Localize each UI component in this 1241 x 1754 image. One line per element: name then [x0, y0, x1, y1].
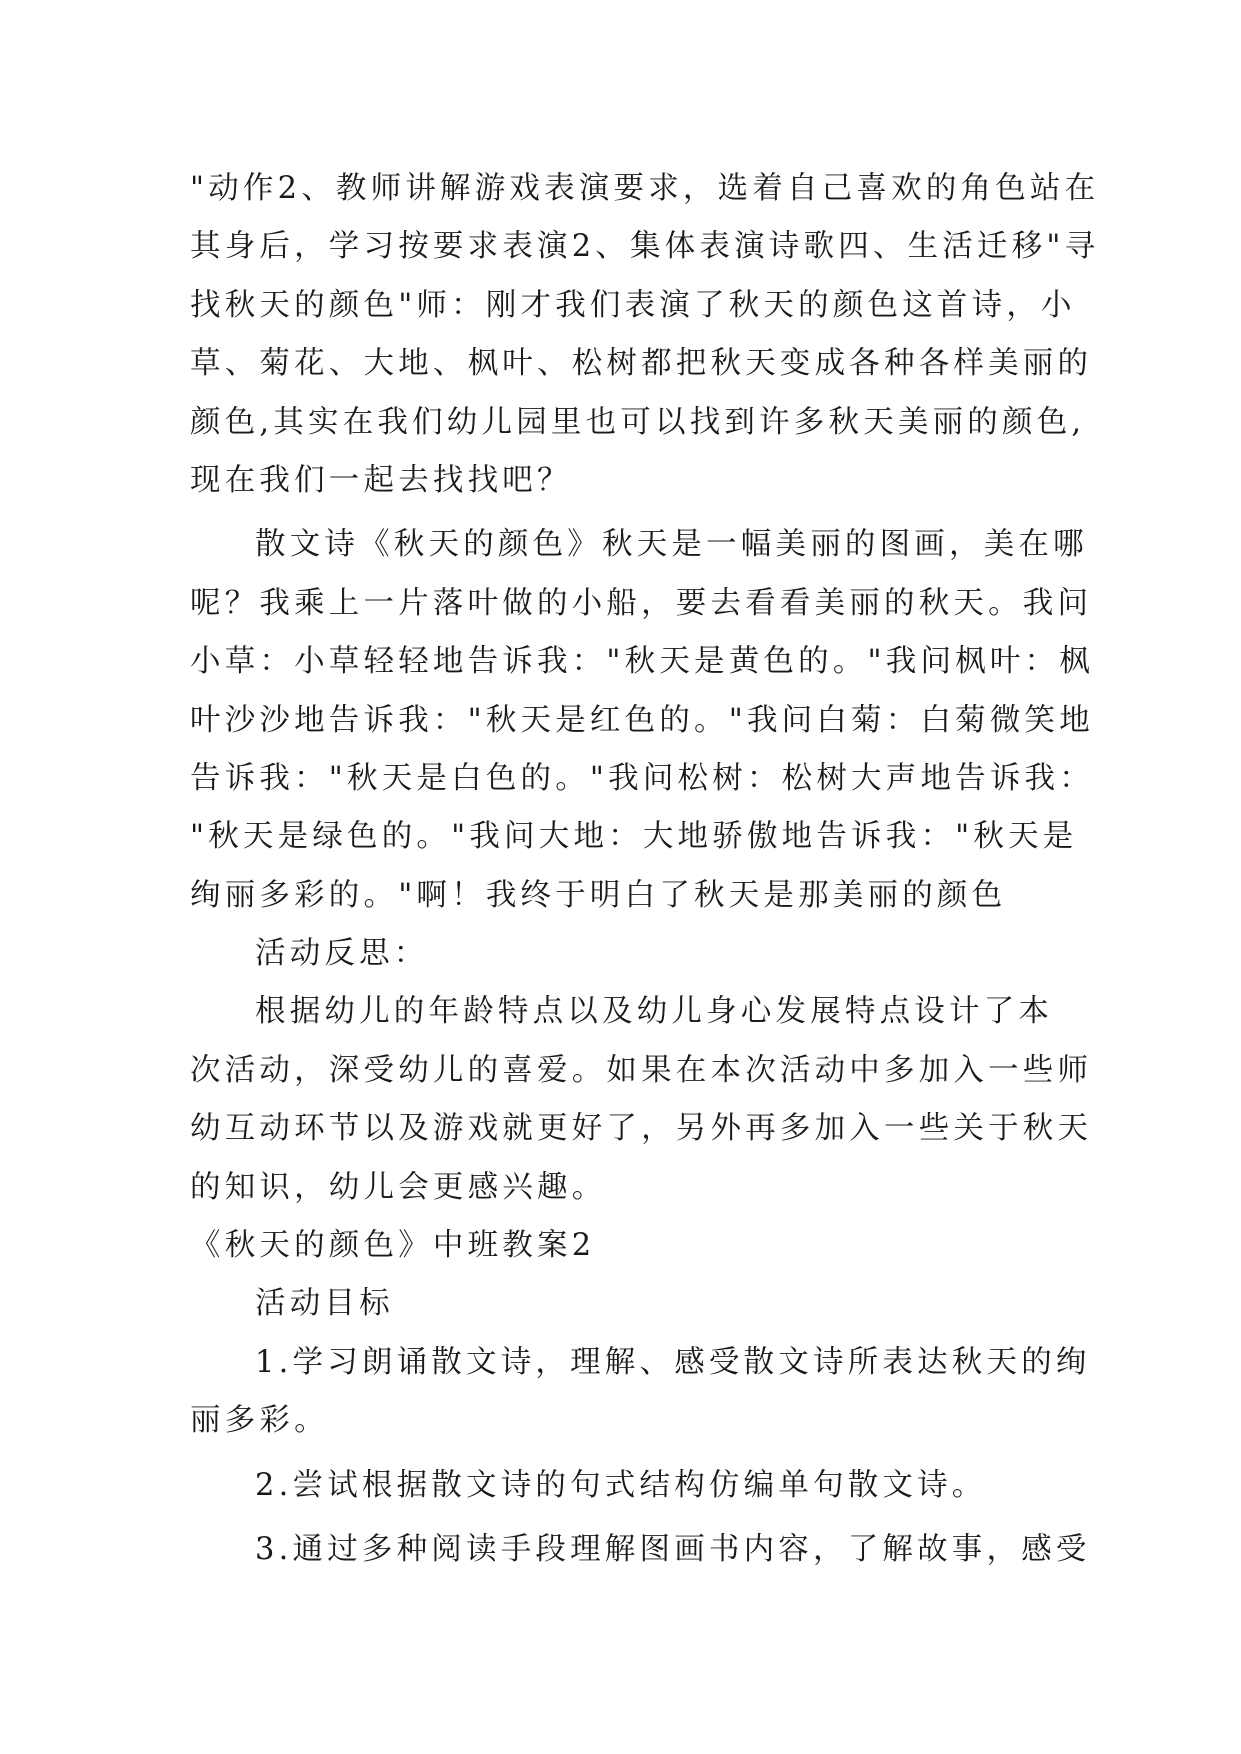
text-line: 绚丽多彩的。"啊！我终于明白了秋天是那美丽的颜色 [190, 877, 1007, 913]
section-heading-reflection: 活动反思： [255, 936, 429, 972]
text-line: 呢？我乘上一片落叶做的小船，要去看看美丽的秋天。我问 [190, 585, 1093, 621]
section-heading-goals: 活动目标 [255, 1286, 394, 1322]
paragraph-start-line: 根据幼儿的年龄特点以及幼儿身心发展特点设计了本 [255, 994, 1054, 1030]
goal-item-1: 1.学习朗诵散文诗，理解、感受散文诗所表达秋天的绚 [255, 1344, 1091, 1380]
text-line: 小草：小草轻轻地告诉我："秋天是黄色的。"我问枫叶：枫 [190, 644, 1094, 680]
text-line: 草、菊花、大地、枫叶、松树都把秋天变成各种各样美丽的 [190, 346, 1093, 382]
text-line: "秋天是绿色的。"我问大地：大地骄傲地告诉我："秋天是 [190, 819, 1078, 855]
text-line: 叶沙沙地告诉我："秋天是红色的。"我问白菊：白菊微笑地 [190, 702, 1094, 738]
text-line: "动作2、教师讲解游戏表演要求，选着自己喜欢的角色站在 [190, 171, 1100, 206]
document-title-2: 《秋天的颜色》中班教案2 [190, 1228, 596, 1264]
document-body [190, 160, 1100, 1579]
text-line: 颜色,其实在我们幼儿园里也可以找到许多秋天美丽的颜色, [190, 404, 1086, 440]
text-line: 告诉我："秋天是白色的。"我问松树：松树大声地告诉我： [190, 760, 1094, 796]
goal-item-3: 3.通过多种阅读手段理解图画书内容，了解故事，感受 [255, 1531, 1091, 1567]
paragraph-start-line: 散文诗《秋天的颜色》秋天是一幅美丽的图画，美在哪 [255, 527, 1088, 563]
text-line: 丽多彩。 [190, 1403, 329, 1439]
goal-item-2: 2.尝试根据散文诗的句式结构仿编单句散文诗。 [255, 1467, 987, 1503]
text-line: 现在我们一起去找找吧？ [190, 462, 572, 498]
text-line: 幼互动环节以及游戏就更好了，另外再多加入一些关于秋天 [190, 1111, 1093, 1147]
text-line: 的知识，幼儿会更感兴趣。 [190, 1169, 607, 1205]
text-line: 找秋天的颜色"师：刚才我们表演了秋天的颜色这首诗，小 [190, 287, 1076, 323]
text-line: 其身后，学习按要求表演2、集体表演诗歌四、生活迁移"寻 [190, 229, 1100, 265]
text-line: 次活动，深受幼儿的喜爱。如果在本次活动中多加入一些师 [190, 1052, 1093, 1088]
